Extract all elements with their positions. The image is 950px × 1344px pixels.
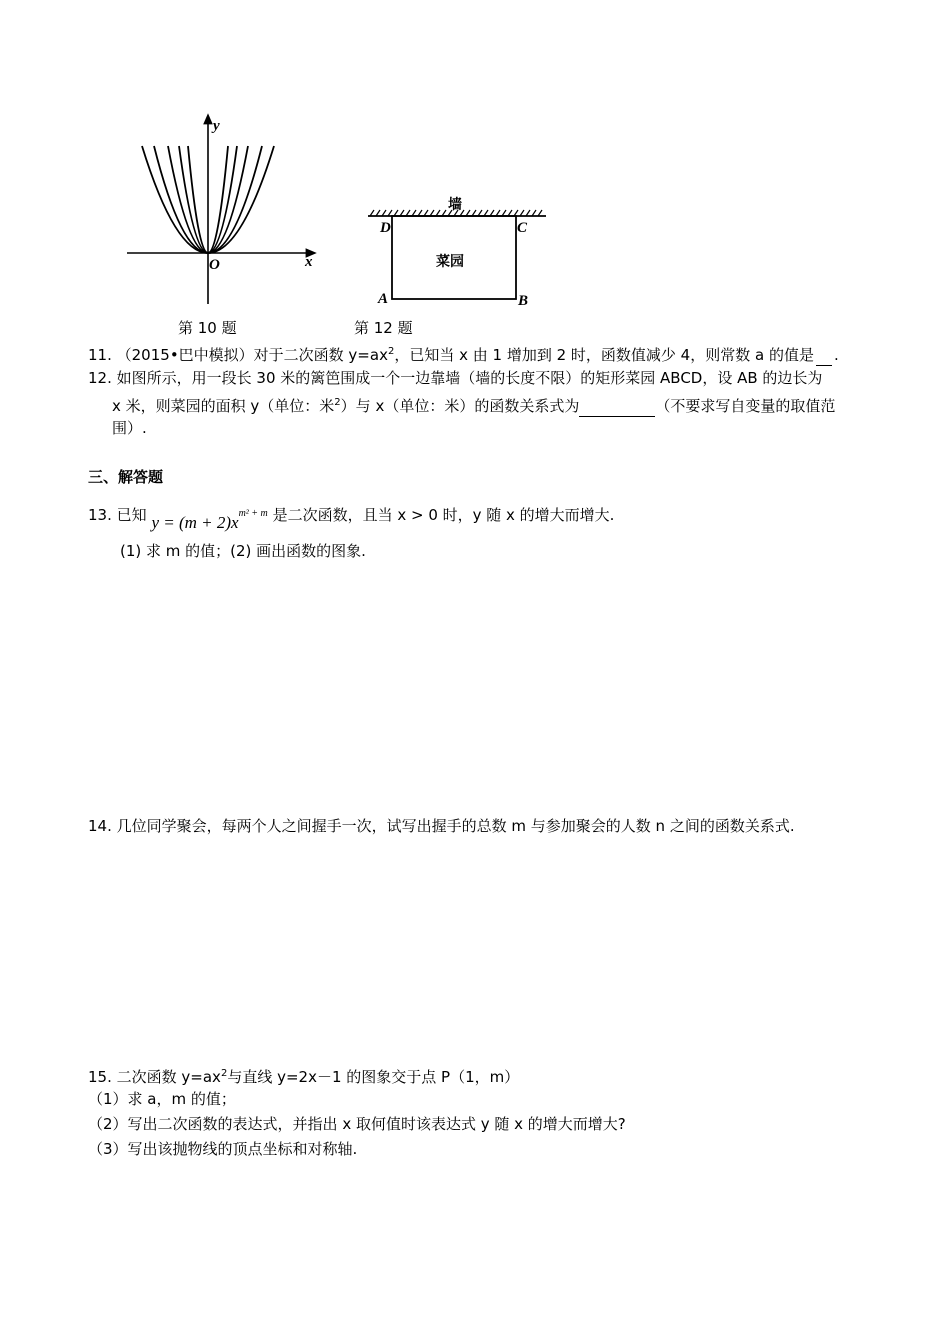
question-15 [88, 1063, 519, 1088]
q13-subquestions: (1) 求 m 的值；(2) 画出函数的图象. [120, 542, 366, 560]
q11-sup: 2 [387, 346, 395, 357]
corner-b-label: B [518, 293, 529, 309]
q13-number: 13. [88, 506, 112, 524]
section-3-heading: 三、解答题 [88, 468, 164, 486]
question-12-line-2 [112, 392, 835, 417]
q15-sup: 2 [220, 1068, 228, 1079]
question-11 [88, 341, 839, 366]
figure-12-caption: 第 12 题 [354, 319, 413, 337]
q13-formula [151, 508, 268, 532]
question-14: 14. 几位同学聚会，每两个人之间握手一次，试写出握手的总数 m 与参加聚会的人数 n 之间的函数关系式. [88, 817, 795, 835]
q13-suffix: 是二次函数，且当 x > 0 时，y 随 x 的增大而增大. [272, 506, 615, 524]
x-axis-label: x [305, 254, 313, 270]
q15-sub-2: （2）写出二次函数的表达式，并指出 x 取何值时该表达式 y 随 x 的增大而增大? [88, 1115, 626, 1133]
q12-line-2b: ）与 x（单位：米）的函数关系式为 [340, 397, 580, 415]
figure-12-garden [360, 192, 560, 317]
corner-a-label: A [378, 291, 389, 307]
corner-c-label: C [517, 220, 528, 236]
figure-10-parabolas [122, 112, 322, 312]
q15-sub-1: （1）求 a，m 的值； [88, 1090, 236, 1108]
q11-text-2: ，已知当 x 由 1 增加到 2 时，函数值减少 4，则常数 a 的值是 [394, 346, 814, 364]
q15-text-2: 与直线 y=2x－1 的图象交于点 P（1，m） [227, 1068, 520, 1086]
question-13 [88, 495, 615, 532]
figure-10-caption: 第 10 题 [178, 319, 237, 337]
q15-sub-3: （3）写出该抛物线的顶点坐标和对称轴. [88, 1140, 358, 1158]
corner-d-label: D [380, 220, 391, 236]
garden-label: 菜园 [436, 254, 464, 270]
q11-number: 11. [88, 346, 112, 364]
q12-number: 12. [88, 369, 112, 387]
q12-line-2-sup: 2 [334, 397, 341, 408]
q15-text-1: 二次函数 y=ax [116, 1068, 221, 1086]
question-12-line-3: 围）. [112, 419, 147, 437]
q13-formula-main: y = (m + 2)x [151, 513, 239, 532]
q11-text-1: （2015•巴中模拟）对于二次函数 y=ax [116, 346, 388, 364]
wall-label: 墙 [448, 197, 462, 213]
q11-end: . [833, 346, 839, 364]
q12-line-1: 如图所示，用一段长 30 米的篱笆围成一个一边靠墙（墙的长度不限）的矩形菜园 ABCD，设 AB 的边长为 [116, 369, 823, 387]
q12-line-2a: x 米，则菜园的面积 y（单位：米 [112, 397, 335, 415]
q15-number: 15. [88, 1068, 112, 1086]
q13-formula-exponent: m² + m [238, 508, 268, 519]
q13-prefix: 已知 [116, 506, 147, 524]
question-12 [88, 367, 822, 389]
origin-label: O [209, 257, 220, 273]
y-axis-label: y [213, 118, 220, 134]
q12-answer-blank[interactable] [579, 401, 655, 417]
q12-line-2c: （不要求写自变量的取值范 [655, 397, 836, 415]
q11-answer-blank[interactable] [816, 350, 832, 366]
